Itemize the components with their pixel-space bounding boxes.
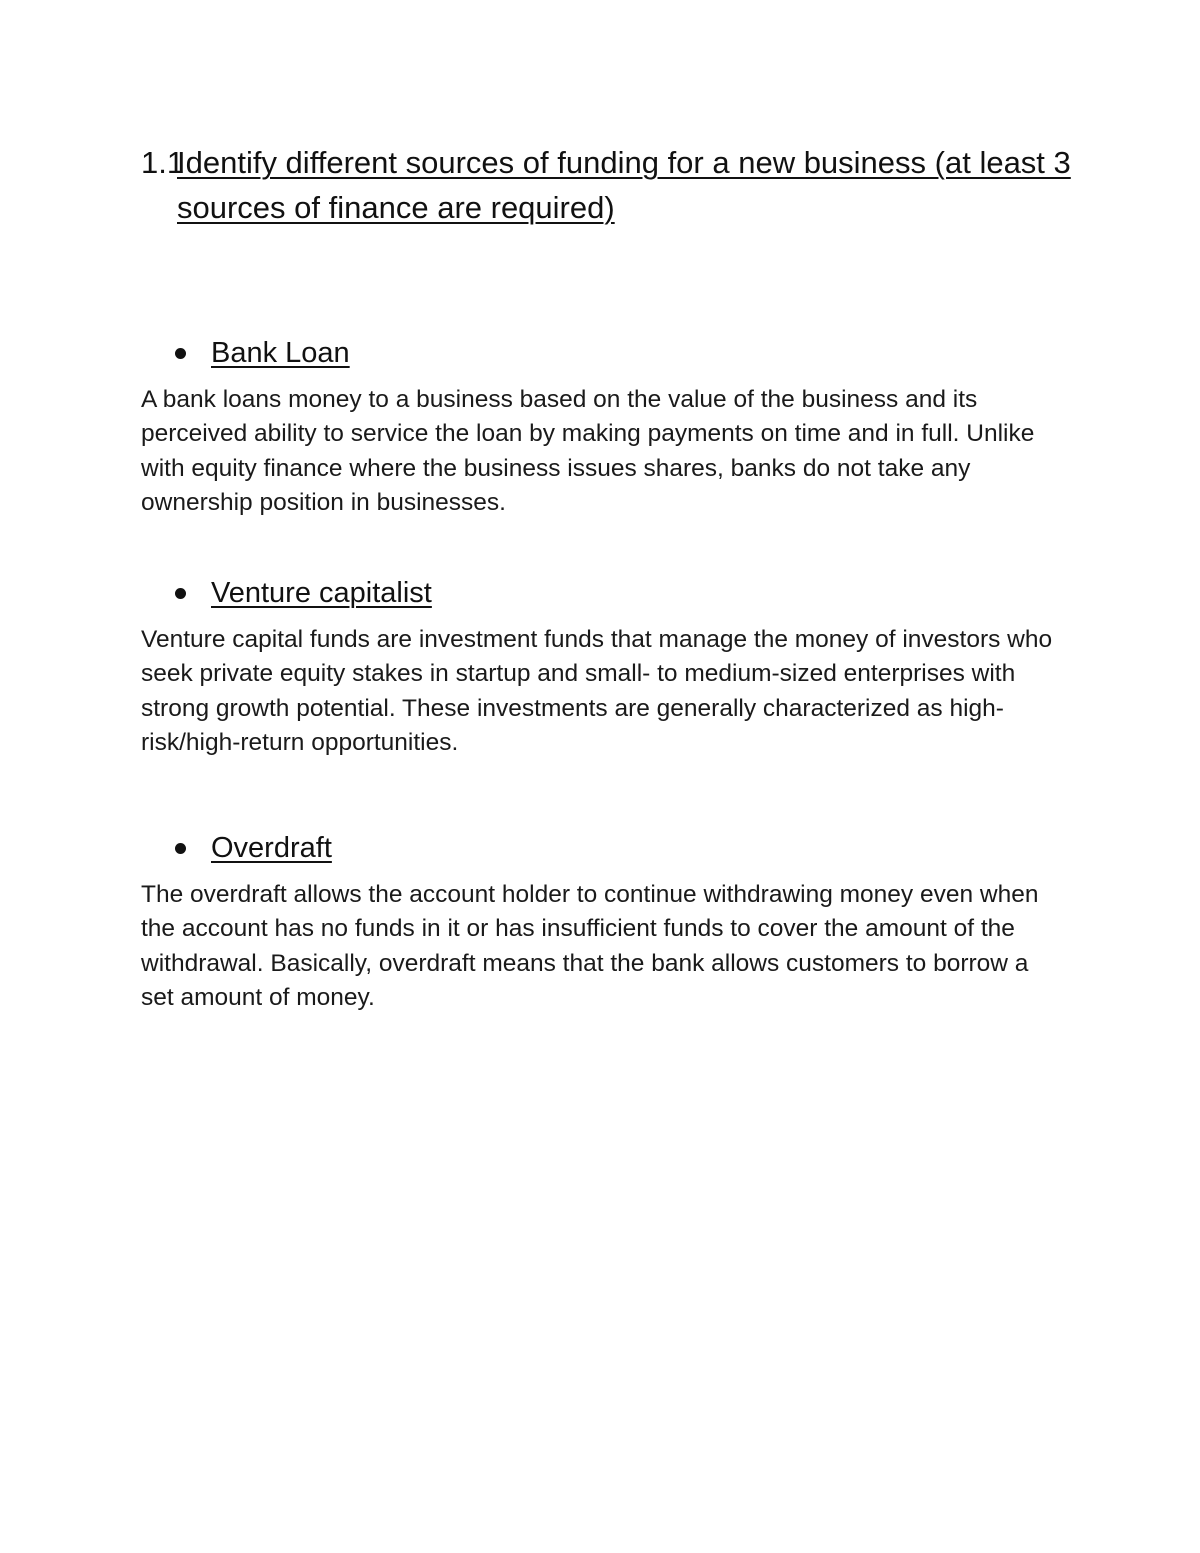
bullet-item — [141, 573, 1061, 613]
section-paragraph: The overdraft allows the account holder to continue withdrawing money even when the account has no funds in it or has insufficient funds to cover the amount of the withdrawal. Basically, overdraft means that the bank allows customers to borrow a set amount of money. — [141, 881, 1039, 1011]
section-paragraph: Venture capital funds are investment funds that manage the money of investors who seek private equity stakes in startup and small- to medium-sized enterprises with strong growth potential. These investments are generally characterized as high-risk/high-return opportunities. — [141, 626, 1053, 756]
bullet-item — [141, 333, 1061, 373]
section-venture-capitalist — [141, 573, 1061, 760]
section-label: Bank Loan — [211, 337, 350, 369]
section-label: Venture capitalist — [211, 577, 432, 609]
bullet-icon — [175, 588, 186, 599]
bullet-icon — [175, 348, 186, 359]
section-label: Overdraft — [211, 832, 332, 864]
heading-title: Identify different sources of funding for a new business (at least 3 sources of finance are required) — [177, 145, 1071, 225]
page-heading — [141, 140, 1081, 225]
bullet-item — [141, 828, 1061, 868]
section-overdraft — [141, 828, 1061, 1015]
section-bank-loan — [141, 333, 1061, 520]
section-paragraph: A bank loans money to a business based on the value of the business and its perceived ability to service the loan by making payments on time and in full. Unlike with equity finance where the business issues shares, banks do not take any ownership position in businesses. — [141, 386, 1035, 516]
heading-number: 1.1 — [141, 145, 185, 180]
bullet-icon — [175, 843, 186, 854]
